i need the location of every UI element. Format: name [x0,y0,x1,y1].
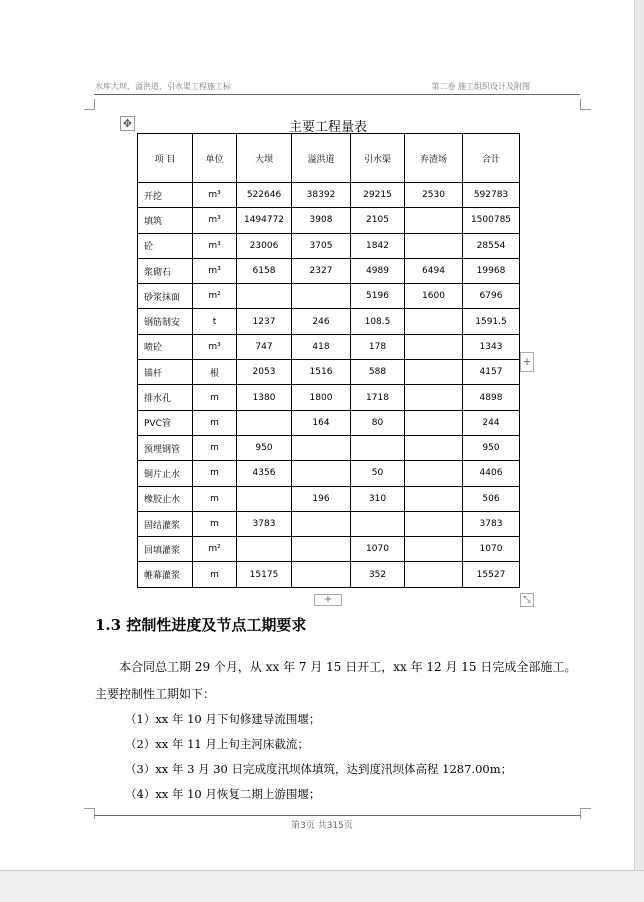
value-cell[interactable]: 1380 [237,385,292,410]
row-item-cell[interactable]: 预埋钢管 [138,435,193,460]
row-item-cell[interactable]: 钢筋制安 [138,309,193,334]
column-header[interactable]: 引水渠 [351,134,405,183]
row-item-cell[interactable]: 浆砌石 [138,258,193,283]
value-cell[interactable]: 15527 [463,562,520,587]
row-item-cell[interactable]: 帷幕灌浆 [138,562,193,587]
row-item-cell[interactable]: 固结灌浆 [138,511,193,536]
value-cell[interactable] [405,208,463,233]
value-cell[interactable]: 2053 [237,360,292,385]
row-item-cell[interactable]: 开挖 [138,183,193,208]
value-cell[interactable] [292,284,351,309]
table-row [138,284,520,309]
add-column-button[interactable]: + [520,352,534,372]
value-cell[interactable]: 2105 [351,208,405,233]
value-cell[interactable]: 1070 [463,537,520,562]
value-cell[interactable] [237,284,292,309]
unit-cell[interactable]: m³ [193,334,237,359]
value-cell[interactable] [292,435,351,460]
table-row [138,258,520,283]
value-cell[interactable] [405,562,463,587]
value-cell[interactable] [292,537,351,562]
value-cell[interactable]: 3783 [463,511,520,536]
value-cell[interactable]: 506 [463,486,520,511]
value-cell[interactable]: 747 [237,334,292,359]
value-cell[interactable] [237,537,292,562]
quantity-table[interactable] [137,133,520,588]
value-cell[interactable]: 28554 [463,233,520,258]
unit-cell[interactable]: m³ [193,258,237,283]
row-item-cell[interactable]: 锚杆 [138,360,193,385]
column-header[interactable]: 单位 [193,134,237,183]
table-row [138,410,520,435]
header-left: 水库大坝、溢洪道、引水渠工程施工标 [95,82,231,91]
table-row [138,486,520,511]
value-cell[interactable]: 2530 [405,183,463,208]
unit-cell[interactable]: m [193,486,237,511]
footer-rule [94,815,580,816]
table-row [138,537,520,562]
table-row [138,360,520,385]
page-edge-bottom [0,870,644,902]
value-cell[interactable] [237,486,292,511]
value-cell[interactable]: 1070 [351,537,405,562]
paragraph: 本合同总工期 29 个月，从 xx 年 7 月 15 日开工，xx 年 12 月 15 日完成全部施工。 [119,660,577,674]
value-cell[interactable] [405,334,463,359]
row-item-cell[interactable]: 回填灌浆 [138,537,193,562]
value-cell[interactable] [292,461,351,486]
value-cell[interactable]: 588 [351,360,405,385]
value-cell[interactable] [405,385,463,410]
table-row [138,435,520,460]
value-cell[interactable]: 950 [463,435,520,460]
page-edge-right [634,0,644,901]
value-cell[interactable] [292,511,351,536]
value-cell[interactable]: 15175 [237,562,292,587]
list-item: （3）xx 年 3 月 30 日完成度汛坝体填筑，达到度汛坝体高程 1287.00m； [125,762,513,776]
value-cell[interactable]: 6494 [405,258,463,283]
value-cell[interactable]: 1600 [405,284,463,309]
value-cell[interactable]: 19968 [463,258,520,283]
value-cell[interactable] [405,309,463,334]
unit-cell[interactable]: m [193,562,237,587]
row-item-cell[interactable]: 喷砼 [138,334,193,359]
unit-cell[interactable]: m³ [193,183,237,208]
table-row [138,385,520,410]
add-row-button[interactable]: + [314,594,342,606]
value-cell[interactable]: 2327 [292,258,351,283]
value-cell[interactable] [405,486,463,511]
list-item: （2）xx 年 11 月上旬主河床截流； [125,737,309,751]
value-cell[interactable]: 592783 [463,183,520,208]
value-cell[interactable]: 6158 [237,258,292,283]
row-item-cell[interactable]: 砼 [138,233,193,258]
unit-cell[interactable]: m [193,385,237,410]
value-cell[interactable]: 1237 [237,309,292,334]
column-header[interactable]: 项 目 [138,134,193,183]
value-cell[interactable] [405,461,463,486]
row-item-cell[interactable]: 砂浆抹面 [138,284,193,309]
unit-cell[interactable]: t [193,309,237,334]
unit-cell[interactable]: m [193,461,237,486]
table-resize-icon[interactable]: ⤡ [520,593,534,607]
column-header[interactable]: 弃渣场 [405,134,463,183]
value-cell[interactable]: 178 [351,334,405,359]
table-header-row [138,134,520,183]
value-cell[interactable]: 1494772 [237,208,292,233]
header-rule [94,94,580,95]
value-cell[interactable]: 4157 [463,360,520,385]
table-row [138,334,520,359]
table-row [138,562,520,587]
value-cell[interactable] [405,360,463,385]
column-header[interactable]: 溢洪道 [292,134,351,183]
column-header[interactable]: 合计 [463,134,520,183]
value-cell[interactable]: 4989 [351,258,405,283]
margin-corner-top-right [580,99,591,110]
paragraph: 主要控制性工期如下： [95,687,216,701]
unit-cell[interactable]: m² [193,537,237,562]
table-row [138,309,520,334]
table-row [138,183,520,208]
value-cell[interactable]: 23006 [237,233,292,258]
table-row [138,511,520,536]
value-cell[interactable]: 418 [292,334,351,359]
value-cell[interactable]: 1842 [351,233,405,258]
value-cell[interactable]: 29215 [351,183,405,208]
value-cell[interactable]: 1800 [292,385,351,410]
value-cell[interactable] [405,233,463,258]
page-number: 第3页 共315页 [291,821,353,831]
value-cell[interactable]: 4406 [463,461,520,486]
unit-cell[interactable]: m [193,410,237,435]
value-cell[interactable] [405,537,463,562]
value-cell[interactable] [292,562,351,587]
list-item: （4）xx 年 10 月恢复二期上游围堰； [125,787,321,801]
value-cell[interactable]: 1591.5 [463,309,520,334]
unit-cell[interactable]: 根 [193,360,237,385]
value-cell[interactable]: 352 [351,562,405,587]
value-cell[interactable]: 196 [292,486,351,511]
table-row [138,233,520,258]
unit-cell[interactable]: m³ [193,208,237,233]
value-cell[interactable]: 1343 [463,334,520,359]
value-cell[interactable]: 1500785 [463,208,520,233]
unit-cell[interactable]: m [193,511,237,536]
value-cell[interactable]: 244 [463,410,520,435]
value-cell[interactable] [237,410,292,435]
row-item-cell[interactable]: 填筑 [138,208,193,233]
value-cell[interactable]: 1718 [351,385,405,410]
value-cell[interactable]: 164 [292,410,351,435]
table-row [138,208,520,233]
row-item-cell[interactable]: 铜片止水 [138,461,193,486]
list-item: （1）xx 年 10 月下旬修建导流围堰； [125,712,321,726]
value-cell[interactable]: 522646 [237,183,292,208]
table-row [138,461,520,486]
section-heading: 1.3 控制性进度及节点工期要求 [95,616,307,634]
value-cell[interactable] [405,435,463,460]
table-move-icon[interactable]: ✥ [120,116,135,131]
header-right: 第二卷 施工组织设计及附图 [431,82,530,91]
value-cell[interactable]: 3783 [237,511,292,536]
value-cell[interactable]: 108.5 [351,309,405,334]
value-cell[interactable]: 5196 [351,284,405,309]
value-cell[interactable]: 310 [351,486,405,511]
value-cell[interactable]: 80 [351,410,405,435]
value-cell[interactable]: 38392 [292,183,351,208]
value-cell[interactable]: 6796 [463,284,520,309]
value-cell[interactable]: 3705 [292,233,351,258]
value-cell[interactable]: 4356 [237,461,292,486]
row-item-cell[interactable]: 排水孔 [138,385,193,410]
value-cell[interactable]: 246 [292,309,351,334]
unit-cell[interactable]: m [193,435,237,460]
column-header[interactable]: 大坝 [237,134,292,183]
value-cell[interactable]: 1516 [292,360,351,385]
margin-corner-top-left [84,99,95,110]
value-cell[interactable] [405,410,463,435]
row-item-cell[interactable]: PVC管 [138,410,193,435]
value-cell[interactable] [351,511,405,536]
unit-cell[interactable]: m³ [193,233,237,258]
value-cell[interactable]: 4898 [463,385,520,410]
value-cell[interactable] [351,435,405,460]
table-title: 主要工程量表 [288,120,367,135]
row-item-cell[interactable]: 橡胶止水 [138,486,193,511]
value-cell[interactable]: 3908 [292,208,351,233]
value-cell[interactable] [405,511,463,536]
unit-cell[interactable]: m² [193,284,237,309]
value-cell[interactable]: 950 [237,435,292,460]
value-cell[interactable]: 50 [351,461,405,486]
